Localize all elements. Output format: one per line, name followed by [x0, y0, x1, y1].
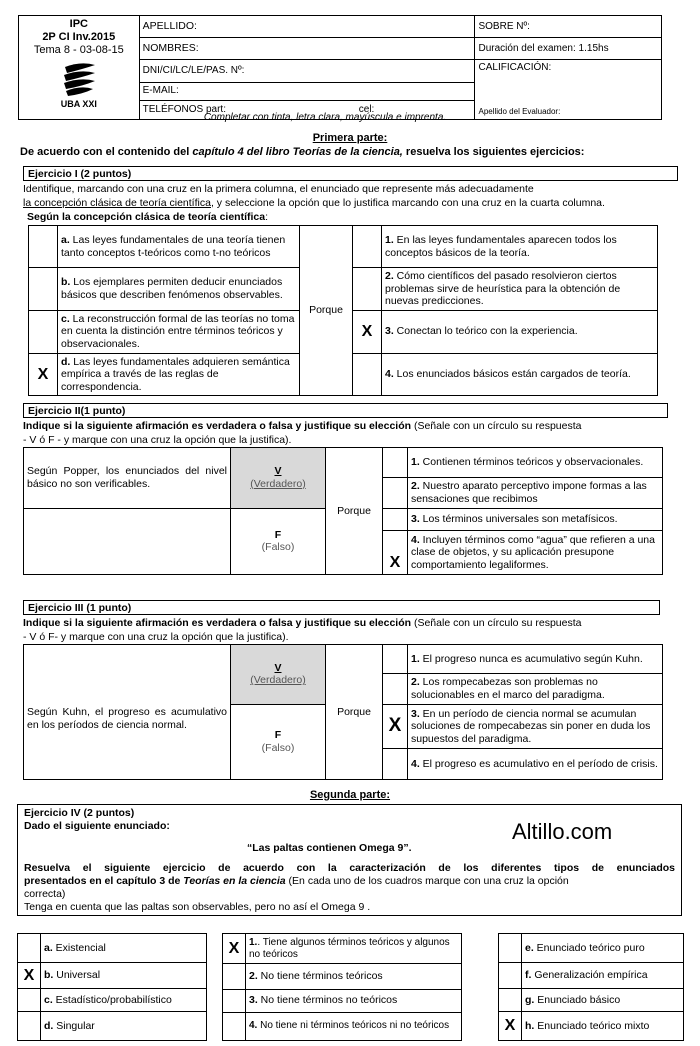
ej2-v-sub: (Verdadero) — [250, 477, 306, 490]
grid3-mark-e[interactable] — [499, 934, 522, 963]
ej4-dado: Dado el siguiente enunciado: — [24, 820, 170, 832]
ej2-f-sub: (Falso) — [261, 541, 295, 554]
ej2-mark-3[interactable] — [383, 508, 408, 531]
ej3-instr-b: Indique si la siguiente afirmación es verdadera o falsa y justifique su elección — [23, 617, 412, 629]
ej1-option-4: 4. Los enunciados básicos están cargados de teoría. — [382, 353, 658, 396]
grid2-mark-4[interactable] — [223, 1012, 246, 1040]
ej2-falso-option[interactable] — [231, 508, 326, 574]
dni-field[interactable]: DNI/CI/LC/LE/PAS. Nº: — [139, 60, 475, 82]
ej4-resuelva-line1: Resuelva el siguiente ejercicio de acuerdo con la caracterización de los diferentes tipos de enunciados — [24, 862, 675, 874]
ej3-option-3: 3. En un período de ciencia normal se acumulan soluciones de rompecabezas sin poner en duda los supuestos del paradigma. — [408, 704, 663, 748]
ej1-line2-u: la concepción clásica de teoría científica — [23, 197, 211, 209]
ej3-v-sub: (Verdadero) — [250, 674, 306, 687]
watermark-text: Altillo.com — [512, 819, 613, 844]
grid-col2 — [222, 933, 462, 1041]
ej3-instr-rest: (Señale con un círculo su respuesta — [411, 617, 582, 629]
ej1-title: Ejercicio I (2 puntos) — [23, 166, 678, 181]
ej2-mark-1[interactable] — [383, 448, 408, 478]
ej3-option-4: 4. El progreso es acumulativo en el período de crisis. — [408, 749, 663, 780]
grid1-option-d: d. Singular — [41, 1012, 207, 1041]
ej1-porque: Porque — [300, 226, 353, 396]
ej4-resuelva-line3: correcta) — [24, 888, 66, 900]
intro-post: resuelva los siguientes ejercicios: — [402, 146, 585, 158]
ej3-statement: Según Kuhn, el progreso es acumulativo en los períodos de ciencia normal. — [24, 704, 231, 779]
ej2-mark-2[interactable] — [383, 477, 408, 508]
sobre-field[interactable]: SOBRE Nº: — [475, 16, 662, 38]
ej2-instr-b: Indique si la siguiente afirmación es verdadera o falsa y justifique su elección — [23, 420, 412, 432]
uba-logo-icon — [59, 59, 99, 99]
ej4-resuelva-b2: presentados en el capítulo 3 de — [24, 875, 184, 887]
calificacion-label: CALIFICACIÓN: — [478, 62, 552, 74]
ej2-instr-rest: (Señale con un círculo su respuesta — [411, 420, 582, 432]
ej1-line1: Identifique, marcando con una cruz en la primera columna, el enunciado que represente más adecuadamente — [23, 183, 534, 195]
evaluador-label: Apellido del Evaluador: — [478, 107, 561, 117]
ej4-resuelva-rest: (En cada uno de los cuadros marque con una cruz la opción — [285, 875, 569, 887]
grid3-mark-h[interactable]: X — [499, 1012, 522, 1041]
primera-intro — [20, 146, 584, 159]
ej1-option-c: c. La reconstrucción formal de las teorías no toma en cuenta la distinción entre términos teóricos y observacionales. — [58, 310, 300, 353]
primera-parte-title: Primera parte: — [312, 132, 388, 144]
ej3-option-2: 2. Los rompecabezas son problemas no solucionables en el marco del paradigma. — [408, 673, 663, 704]
grid3-mark-f[interactable] — [499, 962, 522, 988]
ej2-v: V — [274, 465, 282, 478]
ej1-left-mark-d[interactable]: X — [29, 353, 58, 396]
grid2-mark-3[interactable] — [223, 989, 246, 1012]
ej3-table — [23, 644, 663, 780]
ej4-book: Teorías en la ciencia — [183, 875, 286, 887]
ej1-line2-rest: , y seleccione la opción que lo justifica marcando con una cruz en la cuarta columna. — [210, 197, 605, 209]
grid1-mark-d[interactable] — [18, 1012, 41, 1041]
ej1-right-mark-4[interactable] — [353, 353, 382, 396]
ej3-instr — [23, 617, 581, 630]
exam-code: 2P CI Inv.2015 — [42, 31, 116, 44]
ej1-line3-end: : — [265, 211, 269, 223]
ej2-option-2: 2. Nuestro aparato perceptivo impone formas a las sensaciones que recibimos — [408, 477, 663, 508]
segunda-parte-title: Segunda parte: — [309, 789, 391, 801]
ej3-mark-4[interactable] — [383, 749, 408, 780]
ej3-v: V — [274, 661, 282, 674]
ej3-title: Ejercicio III (1 punto) — [23, 600, 660, 615]
ej3-mark-3[interactable]: X — [383, 704, 408, 748]
grid3-option-h: h. Enunciado teórico mixto — [522, 1012, 684, 1041]
grid1-option-a: a. Existencial — [41, 934, 207, 963]
grid2-option-3: 3. No tiene términos no teóricos — [246, 989, 462, 1012]
ej3-statement-top — [24, 645, 231, 705]
email-field[interactable]: E-MAIL: — [139, 82, 475, 101]
ej3-instr-line2: - V ó F- y marque con una cruz la opción que la justifica). — [23, 631, 289, 643]
logo-text: UBA XXI — [60, 98, 97, 109]
ej2-option-3: 3. Los términos universales son metafísicos. — [408, 508, 663, 531]
ej1-option-2: 2. Cómo científicos del pasado resolvieron ciertos problemas sirve de heurística para la obtención de nuevas predicciones. — [382, 268, 658, 311]
grid3-option-f: f. Generalización empírica — [522, 962, 684, 988]
ej2-instr-line2: - V ó F - y marque con una cruz la opción que la justifica). — [23, 434, 292, 446]
grid1-option-c: c. Estadístico/probabilístico — [41, 988, 207, 1011]
grid1-mark-b[interactable]: X — [18, 962, 41, 988]
grid-col3 — [498, 933, 684, 1041]
grid2-option-4: 4. No tiene ni términos teóricos ni no teóricos — [246, 1012, 462, 1040]
ej1-option-d: d. Las leyes fundamentales adquieren semántica empírica a través de las reglas de correspondencia. — [58, 353, 300, 396]
ej3-porque: Porque — [326, 645, 383, 780]
ej4-box — [17, 804, 682, 916]
ej2-porque: Porque — [326, 448, 383, 575]
ej1-line2 — [23, 197, 605, 210]
cel-label: cel: — [358, 104, 375, 116]
ej4-tenga: Tenga en cuenta que las paltas son observables, pero no así el Omega 9 . — [24, 901, 371, 913]
grid2-option-2: 2. No tiene términos teóricos — [246, 964, 462, 989]
ej4-title: Ejercicio IV (2 puntos) — [24, 807, 135, 819]
ej3-verdadero-option[interactable] — [231, 645, 326, 705]
apellido-field[interactable]: APELLIDO: — [139, 16, 475, 38]
ej2-instr — [23, 420, 581, 433]
telefonos-label: TELÉFONOS part: — [142, 104, 226, 116]
ej1-line3 — [27, 211, 268, 224]
duracion-label: Duración del examen: 1.15hs — [475, 38, 662, 60]
ej3-option-1: 1. El progreso nunca es acumulativo según Kuhn. — [408, 645, 663, 674]
intro-book: capítulo 4 del libro Teorías de la ciencia, — [192, 146, 403, 158]
intro-pre: De acuerdo con el contenido del — [20, 146, 193, 158]
ej2-mark-4[interactable]: X — [383, 531, 408, 575]
inst-label: IPC — [69, 18, 88, 30]
ej1-table — [28, 225, 658, 396]
grid3-mark-g[interactable] — [499, 988, 522, 1012]
header-id-block — [19, 16, 140, 120]
ej1-left-mark-a[interactable] — [29, 226, 58, 268]
ej3-f: F — [274, 729, 282, 742]
ej2-option-1: 1. Contienen términos teóricos y observacionales. — [408, 448, 663, 478]
grid2-mark-2[interactable] — [223, 964, 246, 989]
ej1-right-mark-3[interactable]: X — [353, 310, 382, 353]
ej1-left-mark-b[interactable] — [29, 268, 58, 311]
nombres-field[interactable]: NOMBRES: — [139, 38, 475, 60]
grid2-mark-1[interactable]: X — [223, 934, 246, 964]
ej1-option-1: 1. En las leyes fundamentales aparecen todos los conceptos básicos de la teoría. — [382, 226, 658, 268]
ej1-right-mark-1[interactable] — [353, 226, 382, 268]
ej3-mark-1[interactable] — [383, 645, 408, 674]
ej2-f: F — [274, 528, 282, 541]
header-note: Completar con tinta, letra clara, mayúscula e imprenta. — [203, 112, 447, 123]
ej1-option-b: b. Los ejemplares permiten deducir enunciados básicos que describen fenómenos observables. — [58, 268, 300, 311]
ej1-right-mark-2[interactable] — [353, 268, 382, 311]
grid1-option-b: b. Universal — [41, 962, 207, 988]
grid2-option-1: 1.. Tiene algunos términos teóricos y algunos no teóricos — [246, 934, 462, 964]
calificacion-box[interactable] — [475, 60, 662, 120]
grid1-mark-c[interactable] — [18, 988, 41, 1011]
ej1-left-mark-c[interactable] — [29, 310, 58, 353]
ej2-table — [23, 447, 663, 575]
tema-label: Tema 8 - 03-08-15 — [33, 44, 124, 57]
grid3-option-g: g. Enunciado básico — [522, 988, 684, 1012]
ej3-f-sub: (Falso) — [261, 741, 295, 754]
ej3-falso-option[interactable] — [231, 704, 326, 779]
ej2-option-4: 4. Incluyen términos como “agua” que refieren a una clase de objetos, y su aplicación presupone comportamiento legaliformes. — [408, 531, 663, 575]
ej1-option-3: 3. Conectan lo teórico con la experiencia. — [382, 310, 658, 353]
grid-col1 — [17, 933, 207, 1041]
ej2-statement: Según Popper, los enunciados del nivel básico no son verificables. — [24, 448, 231, 509]
header-table — [18, 15, 662, 120]
grid1-mark-a[interactable] — [18, 934, 41, 963]
ej1-option-a: a. Las leyes fundamentales de una teoría tienen tanto conceptos t-teóricos como t-no teóricos — [58, 226, 300, 268]
grid3-option-e: e. Enunciado teórico puro — [522, 934, 684, 963]
ej2-verdadero-option[interactable] — [231, 448, 326, 509]
ej2-title: Ejercicio II(1 punto) — [23, 403, 668, 418]
ej4-quote: “Las paltas contienen Omega 9”. — [247, 842, 412, 854]
ej3-mark-2[interactable] — [383, 673, 408, 704]
ej2-statement-empty — [24, 508, 231, 574]
ej4-resuelva-line2 — [24, 875, 569, 888]
ej1-line3-text: Según la concepción clásica de teoría científica — [27, 211, 266, 223]
